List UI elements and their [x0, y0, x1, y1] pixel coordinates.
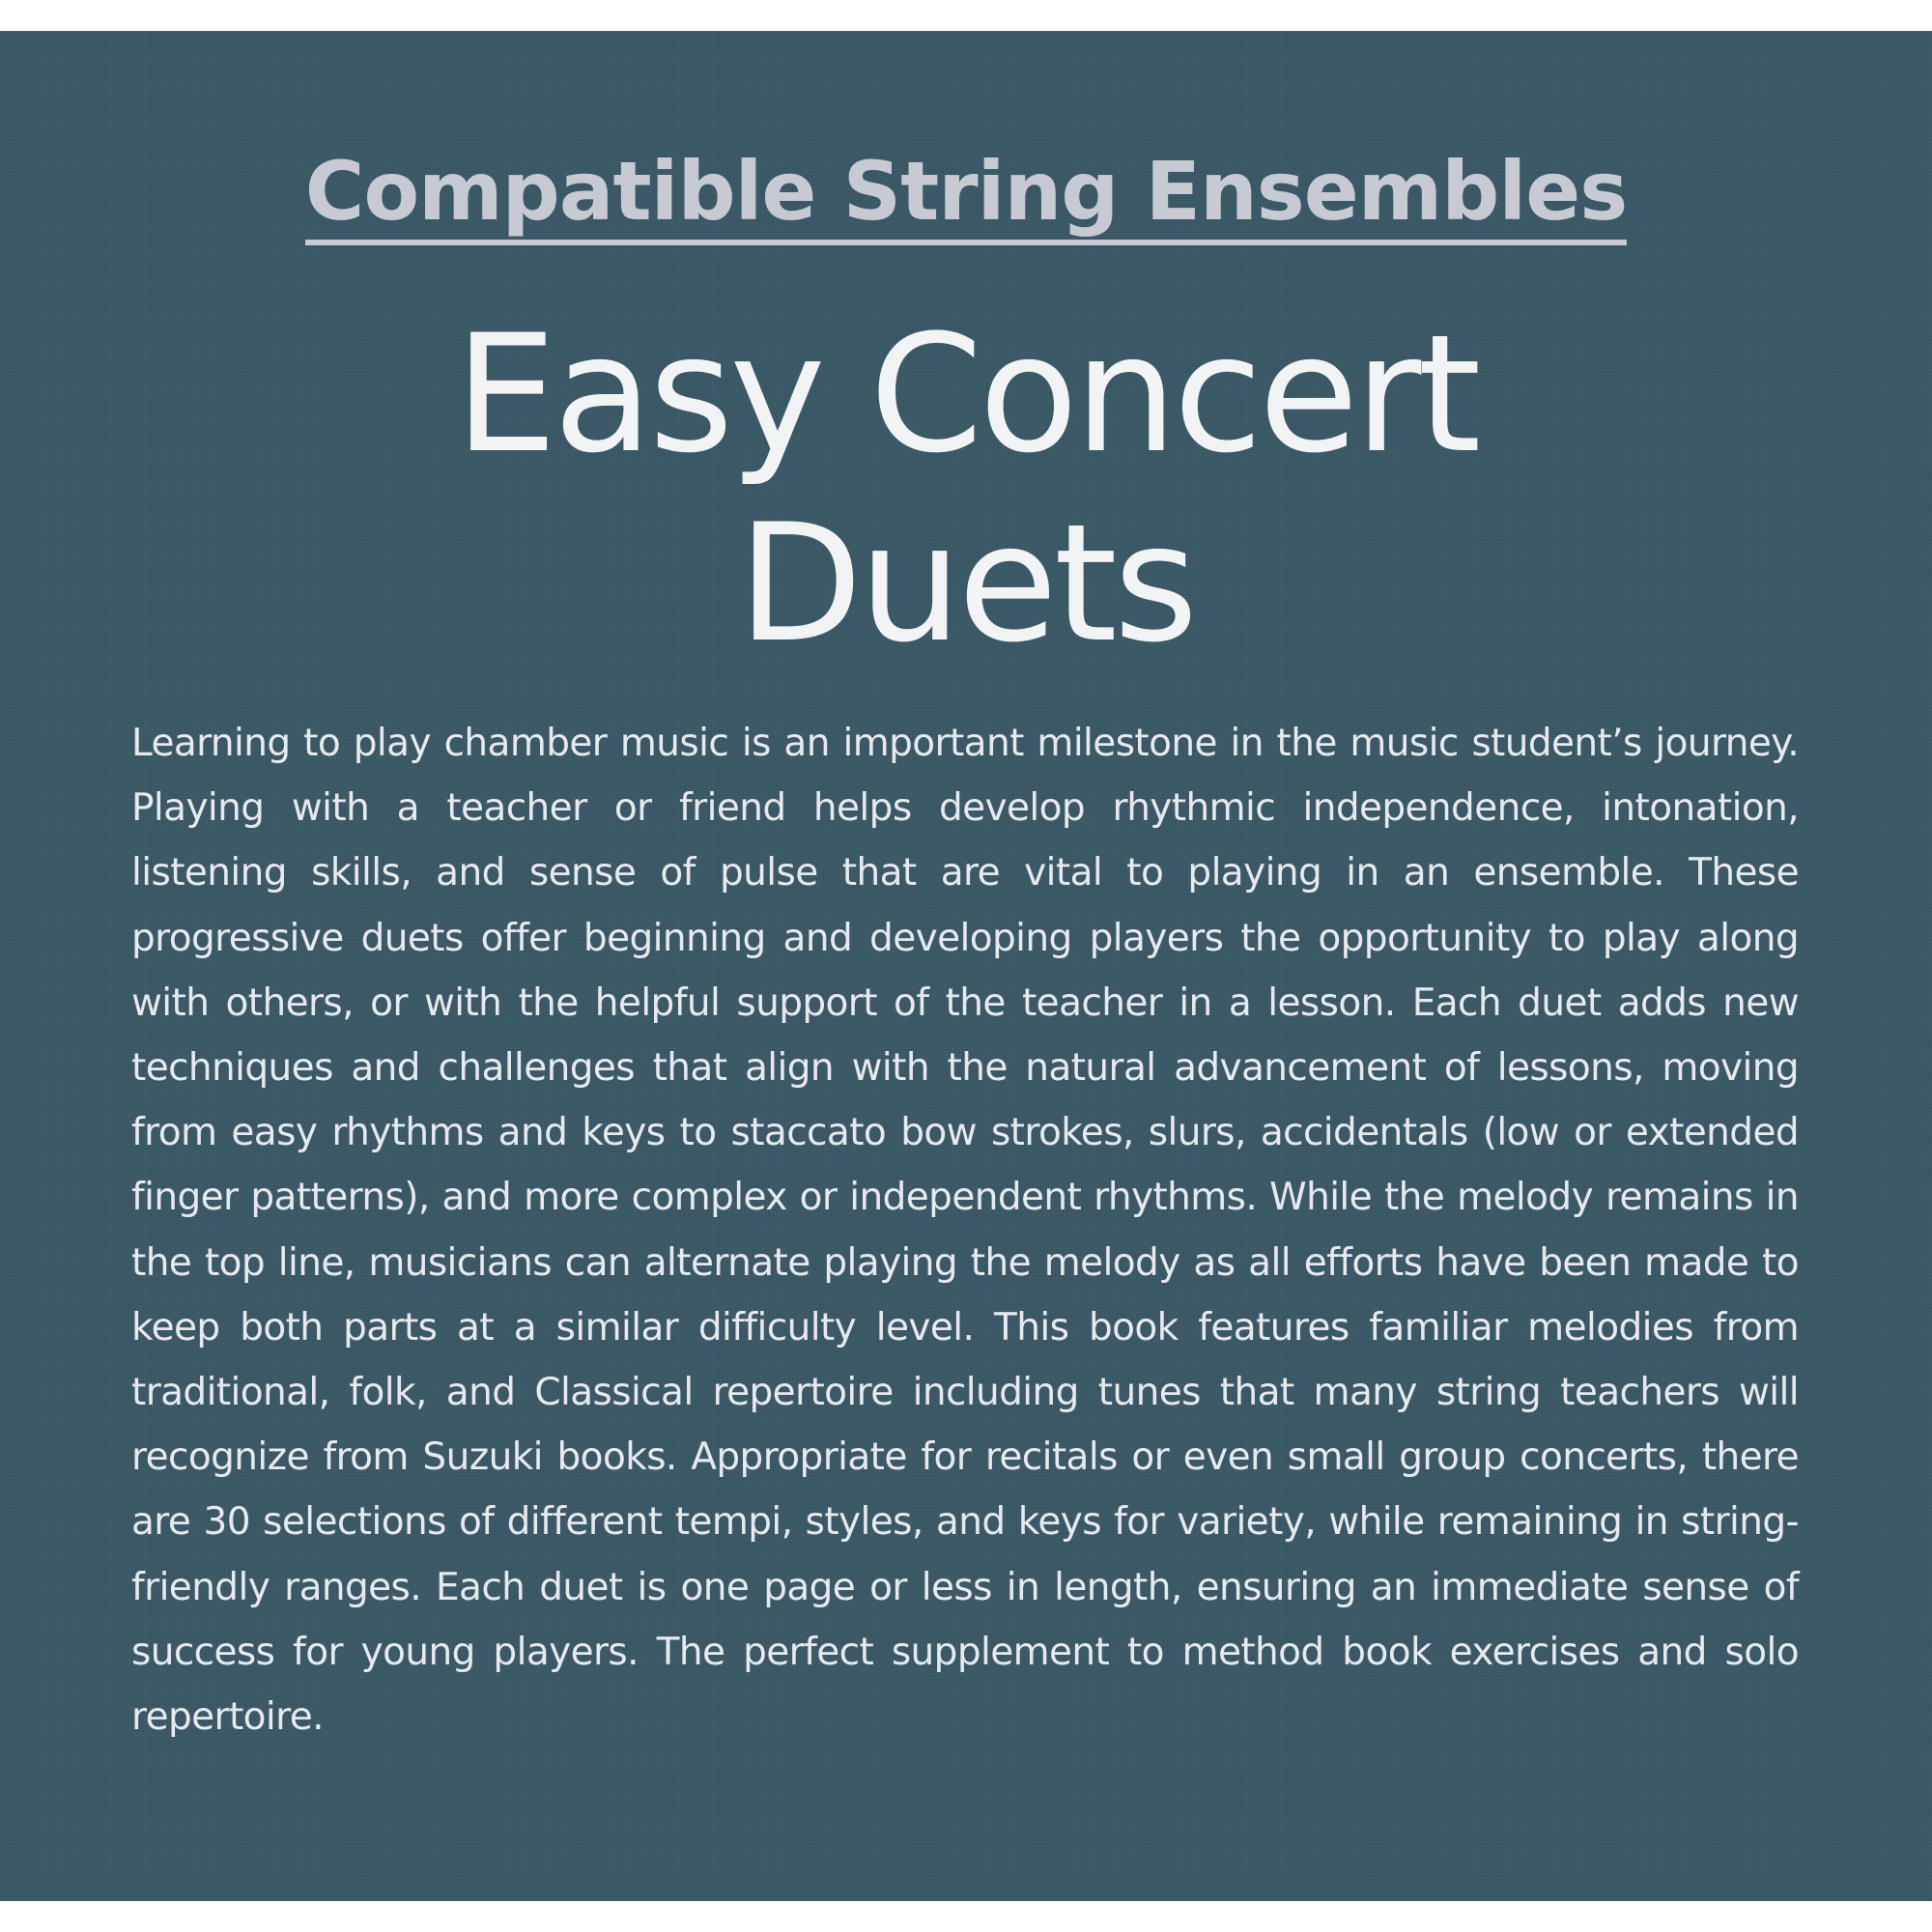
book-title-line-1: Easy Concert — [454, 299, 1478, 489]
series-title-text: Compatible String Ensembles — [305, 143, 1627, 245]
series-title — [0, 143, 1932, 245]
book-description: Learning to play chamber music is an important milestone in the music student’s journey. Playing with a teacher or friend helps develop rhythmic independence, intonation, listening skills, and sense of pulse that are vital to playing in an ensemble. These progressive duets offer beginning and developing players the opportunity to play along with others, or with the helpful support of the teacher in a lesson. Each duet adds new techniques and challenges that align with the natural advancement of lessons, moving from easy rhythms and keys to staccato bow strokes, slurs, accidentals (low or extended finger patterns), and more complex or independent rhythms. While the melody remains in the top line, musicians can alternate playing the melody as all efforts have been made to keep both parts at a similar difficulty level. This book features familiar melodies from traditional, folk, and Classical repertoire including tunes that many string teachers will recognize from Suzuki books. Appropriate for recitals or even small group concerts, there are 30 selections of different tempi, styles, and keys for variety, while remaining in string-friendly ranges. Each duet is one page or less in length, ensuring an immediate sense of success for young players. The perfect supplement to method book exercises and solo repertoire. — [131, 722, 1799, 1740]
book-title-line-2: Duets — [737, 489, 1195, 678]
book-title — [0, 299, 1932, 678]
